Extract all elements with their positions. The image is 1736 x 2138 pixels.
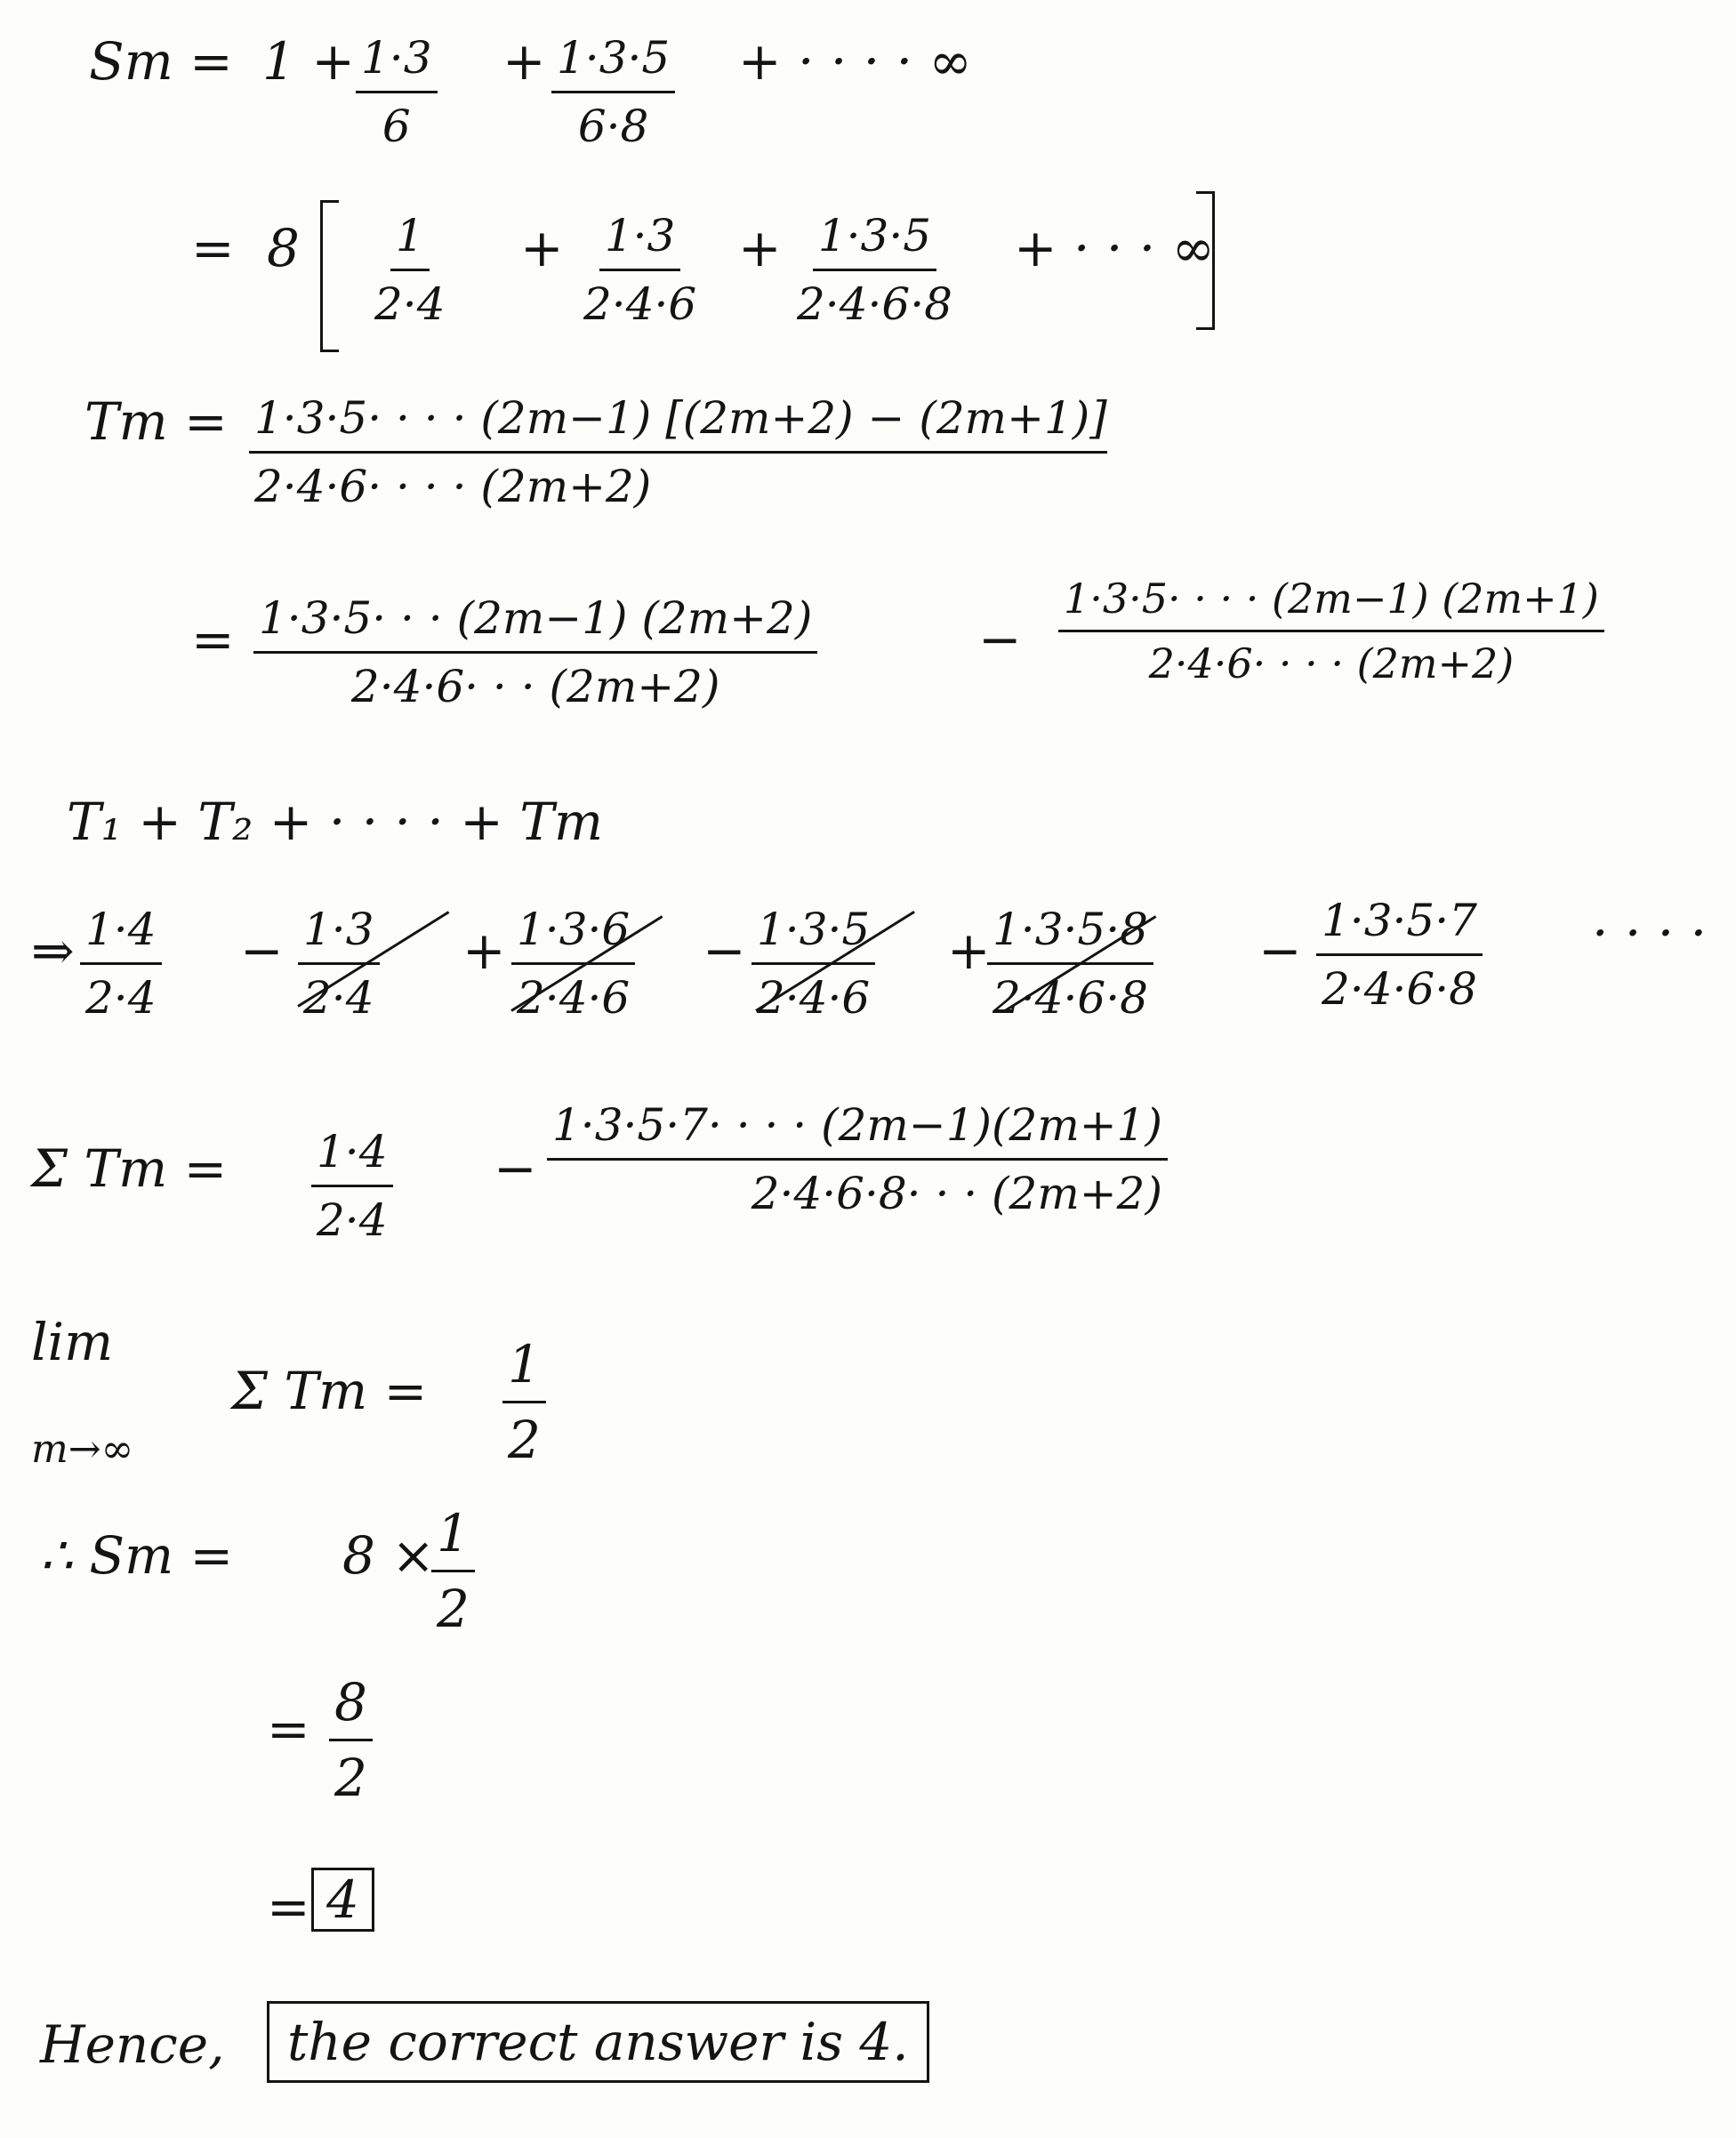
denominator: 2·4 — [317, 1194, 388, 1246]
denominator: 6·8 — [577, 100, 649, 152]
denominator: 2·4 — [374, 278, 446, 330]
implies-arrow: ⇒ — [31, 920, 75, 981]
fraction-1-3-over-6 — [356, 32, 438, 152]
limit-expression — [31, 1312, 134, 1472]
product-expression: 8 × — [342, 1525, 435, 1586]
fraction-1-over-2 — [502, 1334, 546, 1470]
denominator: 2·4·6 — [757, 972, 871, 1024]
fraction-1-3-5-over-6-8 — [551, 32, 675, 152]
fraction-1-3-6-over-2-4-6-cancelled — [511, 904, 635, 1024]
fraction-1-3-5-8-over-2-4-6-8-cancelled — [987, 904, 1153, 1024]
denominator: 2 — [508, 1410, 541, 1470]
numerator: 1·3·6 — [511, 907, 635, 965]
fraction-1-3-over-2-4-6 — [578, 210, 702, 330]
minus-sign: − — [1258, 920, 1302, 981]
series-tail: + · · · · ∞ — [738, 31, 972, 92]
limit-label: lim — [31, 1312, 114, 1372]
first-term: 1 + — [262, 31, 355, 92]
remainder-fraction — [547, 1099, 1168, 1219]
numerator: 1 — [502, 1338, 546, 1403]
numerator: 1·3·5 — [551, 36, 675, 93]
minus-sign: − — [703, 920, 746, 981]
denominator: 2·4 — [85, 972, 157, 1024]
sigma-tm-label: Σ Tm = — [31, 1138, 228, 1199]
numerator: 1 — [390, 213, 430, 271]
left-bracket — [320, 200, 339, 352]
therefore-sm-label: ∴ Sm = — [40, 1525, 234, 1586]
second-split-fraction — [1058, 575, 1604, 687]
equals-sign: = — [267, 1699, 310, 1759]
continuation-dots: · · · · — [1592, 903, 1708, 963]
first-split-fraction — [253, 592, 817, 712]
numerator: 1·3 — [298, 907, 380, 965]
numerator: 1·3·5 — [751, 907, 875, 965]
tm-label: Tm = — [84, 391, 228, 452]
denominator: 2·4·6·8· · · (2m+2) — [751, 1168, 1162, 1219]
equals-sign: = — [191, 609, 235, 670]
denominator: 2 — [437, 1579, 470, 1639]
numerator: 1·3·5 — [813, 213, 936, 271]
denominator: 2·4·6·8 — [993, 972, 1148, 1024]
sm-label: Sm = — [89, 31, 233, 92]
numerator: 1 — [431, 1507, 475, 1572]
tm-general-term — [249, 392, 1107, 512]
numerator: 1·3·5· · · · (2m−1) [(2m+2) − (2m+1)] — [249, 396, 1107, 454]
fraction-1-3-5-over-2-4-6-8 — [792, 210, 958, 330]
fraction-1-over-2-4 — [369, 210, 451, 330]
denominator: 2·4·6· · · · (2m+2) — [1148, 639, 1515, 687]
fraction-1-3-5-7-over-2-4-6-8 — [1316, 895, 1483, 1015]
fraction-1-4-over-2-4 — [80, 904, 162, 1024]
denominator: 2·4·6 — [583, 278, 697, 330]
conclusion-prefix: Hence, — [40, 2014, 225, 2075]
equals-sign: = — [191, 218, 235, 278]
denominator: 2·4·6· · · (2m+2) — [350, 661, 720, 712]
plus-sign: + — [502, 31, 546, 92]
equals-sign: = — [267, 1877, 310, 1937]
right-bracket — [1196, 191, 1215, 330]
numerator: 1·3·5·7 — [1316, 898, 1483, 956]
numerator: 8 — [329, 1676, 373, 1741]
boxed-answer: 4 — [311, 1868, 374, 1932]
denominator: 2 — [334, 1748, 367, 1808]
plus-sign: + — [520, 218, 564, 278]
denominator: 2·4·6·8 — [1322, 963, 1477, 1015]
fraction-1-over-2 — [431, 1503, 475, 1639]
boxed-conclusion: the correct answer is 4. — [267, 2001, 929, 2083]
denominator: 2·4·6· · · · (2m+2) — [254, 461, 652, 512]
numerator: 1·3·5·7· · · · (2m−1)(2m+1) — [547, 1103, 1168, 1161]
minus-sign: − — [494, 1138, 537, 1199]
fraction-1-4-over-2-4 — [311, 1126, 393, 1246]
sigma-tm-expression: Σ Tm = — [231, 1361, 428, 1421]
numerator: 1·3 — [599, 213, 681, 271]
fraction-8-over-2 — [329, 1672, 373, 1808]
minus-sign: − — [240, 920, 284, 981]
denominator: 6 — [382, 100, 411, 152]
minus-sign: − — [978, 609, 1022, 670]
numerator: 1·3 — [356, 36, 438, 93]
sum-of-terms: T₁ + T₂ + · · · · + Tm — [67, 792, 604, 852]
limit-subscript: m→∞ — [31, 1427, 134, 1472]
numerator: 1·3·5·8 — [987, 907, 1153, 965]
numerator: 1·3·5· · · · (2m−1) (2m+1) — [1058, 578, 1604, 632]
numerator: 1·4 — [311, 1129, 393, 1187]
denominator: 2·4 — [303, 972, 374, 1024]
denominator: 2·4·6·8 — [797, 278, 952, 330]
numerator: 1·4 — [80, 907, 162, 965]
series-tail: + · · · ∞ — [1014, 218, 1215, 278]
coefficient-8: 8 — [267, 218, 300, 278]
denominator: 2·4·6 — [517, 972, 631, 1024]
plus-sign: + — [462, 920, 506, 981]
plus-sign: + — [947, 920, 991, 981]
numerator: 1·3·5· · · (2m−1) (2m+2) — [253, 596, 817, 654]
plus-sign: + — [738, 218, 782, 278]
